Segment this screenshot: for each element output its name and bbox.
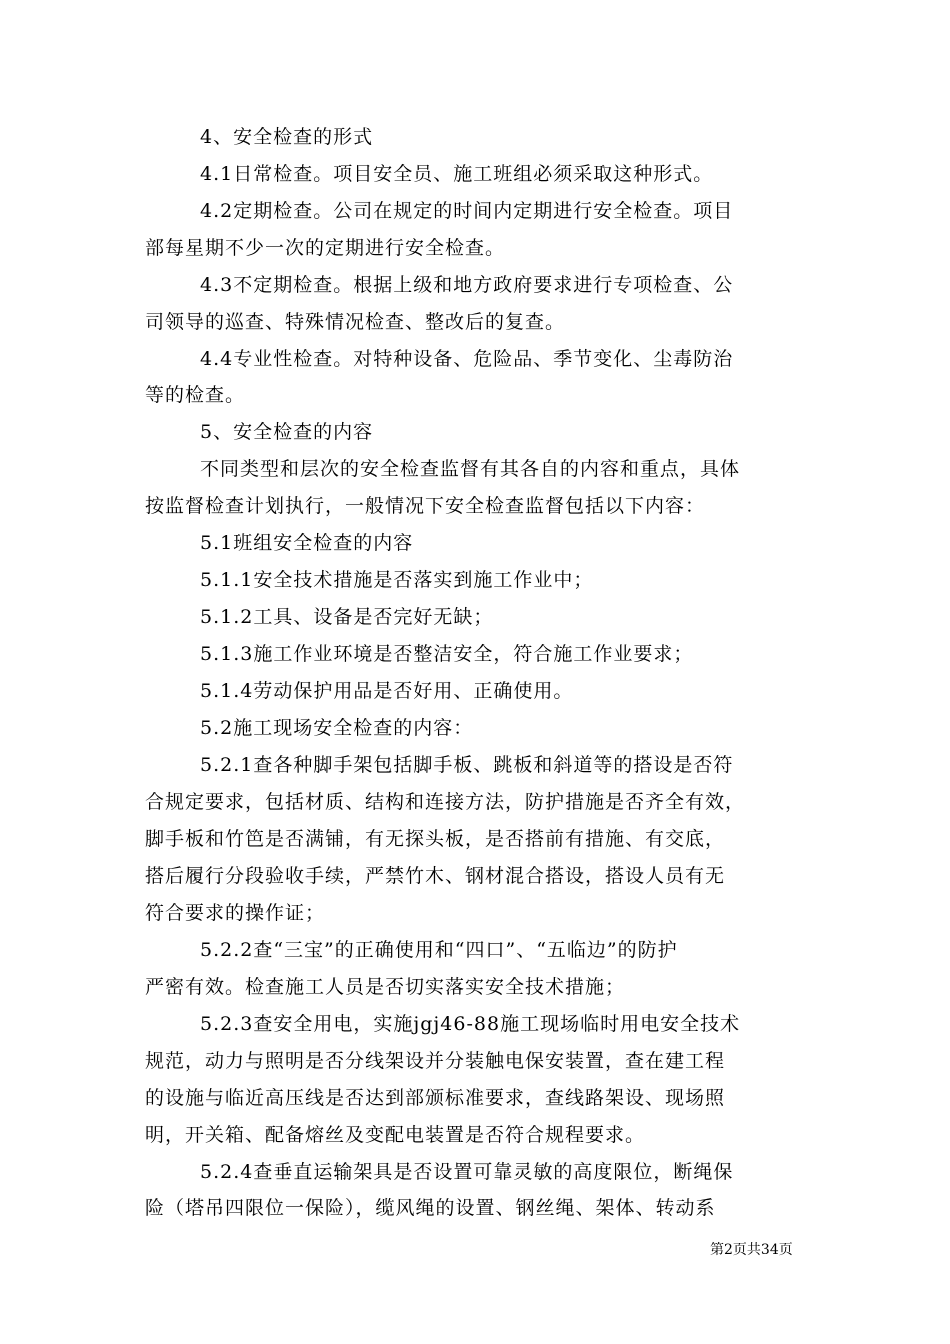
line-13: 5.1.1安全技术措施是否落实到施工作业中； bbox=[200, 569, 594, 591]
line-19: 合规定要求，包括材质、结构和连接方法，防护措施是否齐全有效， bbox=[145, 791, 746, 813]
line-16: 5.1.4劳动保护用品是否好用、正确使用。 bbox=[200, 680, 574, 702]
line-29: 5.2.4查垂直运输架具是否设置可靠灵敏的高度限位，断绳保 bbox=[200, 1161, 734, 1183]
line-4: 部每星期不少一次的定期进行安全检查。 bbox=[145, 237, 506, 259]
line-24: 严密有效。检查施工人员是否切实落实安全技术措施； bbox=[145, 976, 626, 998]
line-8: 等的检查。 bbox=[145, 384, 246, 406]
line-18: 5.2.1查各种脚手架包括脚手板、跳板和斜道等的搭设是否符 bbox=[200, 754, 734, 776]
line-11: 按监督检查计划执行，一般情况下安全检查监督包括以下内容： bbox=[145, 495, 706, 517]
line-21: 搭后履行分段验收手续，严禁竹木、钢材混合搭设，搭设人员有无 bbox=[145, 865, 726, 887]
line-28: 明，开关箱、配备熔丝及变配电装置是否符合规程要求。 bbox=[145, 1124, 646, 1146]
page-number: 第2页共34页 bbox=[710, 1242, 793, 1258]
line-1: 4、安全检查的形式 bbox=[200, 126, 374, 148]
line-14: 5.1.2工具、设备是否完好无缺； bbox=[200, 606, 494, 628]
line-20: 脚手板和竹笆是否满铺，有无探头板，是否搭前有措施、有交底， bbox=[145, 828, 726, 850]
line-6: 司领导的巡查、特殊情况检查、整改后的复查。 bbox=[145, 311, 566, 333]
line-23: 5.2.2查“三宝”的正确使用和“四口”、“五临边”的防护 bbox=[200, 939, 678, 961]
line-22: 符合要求的操作证； bbox=[145, 902, 326, 924]
line-17: 5.2施工现场安全检查的内容： bbox=[200, 717, 474, 739]
line-2: 4.1日常检查。项目安全员、施工班组必须采取这种形式。 bbox=[200, 163, 714, 185]
line-26: 规范，动力与照明是否分线架设并分装触电保安装置，查在建工程 bbox=[145, 1050, 726, 1072]
line-3: 4.2定期检查。公司在规定的时间内定期进行安全检查。项目 bbox=[200, 200, 734, 222]
line-27: 的设施与临近高压线是否达到部颁标准要求，查线路架设、现场照 bbox=[145, 1087, 726, 1109]
line-25: 5.2.3查安全用电，实施jgj46-88施工现场临时用电安全技术 bbox=[200, 1013, 741, 1035]
line-10: 不同类型和层次的安全检查监督有其各自的内容和重点，具体 bbox=[200, 458, 741, 480]
line-30: 险（塔吊四限位一保险），缆风绳的设置、钢丝绳、架体、转动系 bbox=[145, 1197, 716, 1219]
line-12: 5.1班组安全检查的内容 bbox=[200, 532, 414, 554]
line-5: 4.3不定期检查。根据上级和地方政府要求进行专项检查、公 bbox=[200, 274, 734, 296]
line-9: 5、安全检查的内容 bbox=[200, 421, 374, 443]
line-7: 4.4专业性检查。对特种设备、危险品、季节变化、尘毒防治 bbox=[200, 348, 734, 370]
line-15: 5.1.3施工作业环境是否整洁安全，符合施工作业要求； bbox=[200, 643, 694, 665]
